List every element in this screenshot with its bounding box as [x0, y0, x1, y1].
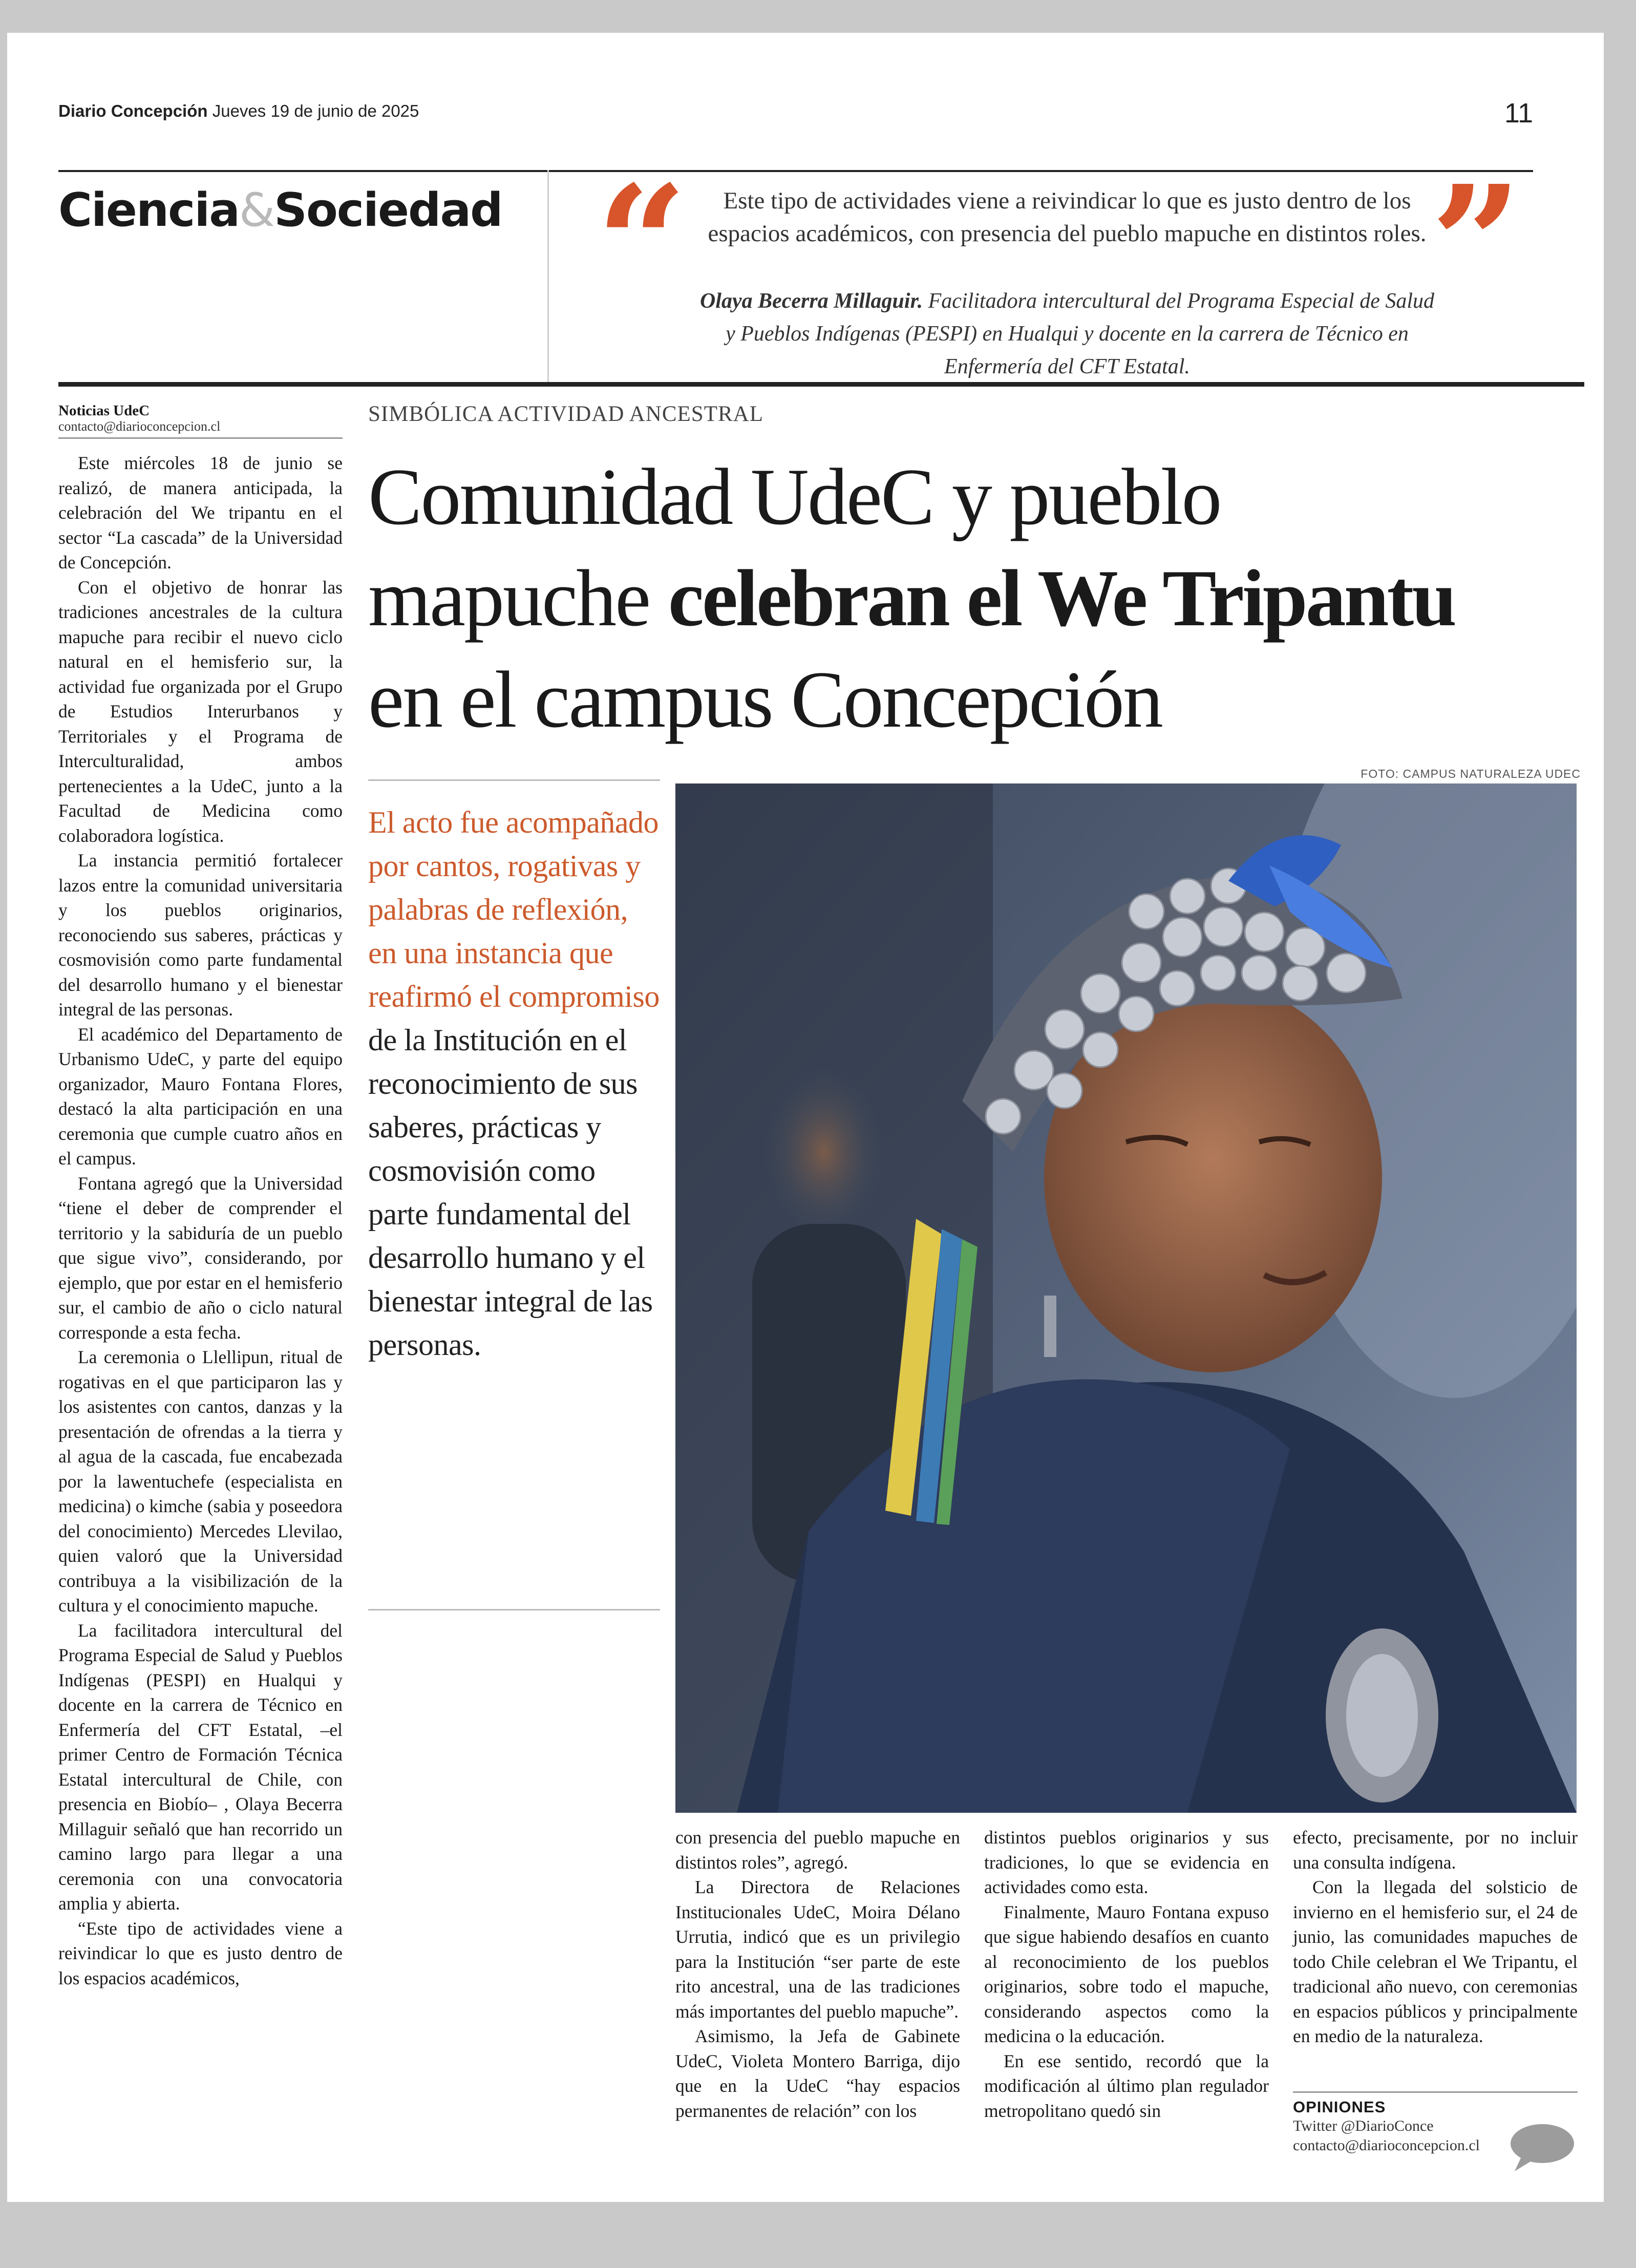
body-column-2: [675, 1825, 960, 2123]
paragraph: El académico del Departamento de Urbanismo UdeC, y parte del equipo organizador, Mauro Fontana Flores, destacó la alta participación en una ceremonia que cumple cuatro años en el campus.: [58, 1024, 343, 1169]
headline-line-1: Comunidad UdeC y pueblo: [368, 452, 1221, 542]
paragraph: La facilitadora intercultural del Programa Especial de Salud y Pueblos Indígenas (PESPI) en Hualqui y docente en la carrera de Técnico en Enfermería del CFT Estatal, –el primer Centro de Formación Técnica Estatal intercultural de Chile, con presencia en Biobío– , Olaya Becerra Millaguir señaló que han recorrido un camino largo para llegar a una ceremonia con una convocatoria amplia y abierta.: [58, 1620, 343, 1914]
headline-line-3: en el campus Concepción: [368, 655, 1162, 745]
pull-quote-role: Facilitadora intercultural del Programa Especial de Salud y Pueblos Indígenas (PESPI) en Hualqui y docente en la carrera de Técnico en Enfermería del CFT Estatal.: [726, 289, 1435, 378]
byline-email: contacto@diarioconcepcion.cl: [58, 419, 221, 434]
headline-line-2-bold: celebran el We Tripantu: [668, 554, 1455, 643]
issue-date: Jueves 19 de junio de 2025: [212, 101, 419, 120]
paragraph: distintos pueblos originarios y sus tradiciones, lo que se evidencia en actividades como esta.: [984, 1827, 1269, 1897]
paper-name: Diario Concepción: [58, 101, 208, 120]
paragraph: La Directora de Relaciones Institucionales UdeC, Moira Délano Urrutia, indicó que es un privilegio para la Institución “ser parte de este rito ancestral, una de las tradiciones más importantes del pueblo mapuche”.: [675, 1877, 960, 2022]
byline: [58, 402, 343, 439]
highlight-rule-top: [368, 779, 660, 781]
paragraph: Con el objetivo de honrar las tradiciones ancestrales de la cultura mapuche para recibir el nuevo ciclo natural en el hemisferio sur, la actividad fue organizada por el Grupo de Estudios Interurbanos y Territoriales y el Programa de Interculturalidad, ambos pertenecientes a la UdeC, junto a la Facultad de Medicina como colaboradora logística.: [58, 577, 343, 846]
opinions-email[interactable]: contacto@diarioconcepcion.cl: [1293, 2137, 1480, 2154]
kicker: SIMBÓLICA ACTIVIDAD ANCESTRAL: [368, 402, 763, 426]
paragraph: La instancia permitió fortalecer lazos entre la comunidad universitaria y los pueblos originarios, reconociendo sus saberes, prácticas y cosmovisión como parte fundamental del desarrollo humano y el bienestar integral de las personas.: [58, 850, 343, 1020]
opinions-twitter[interactable]: Twitter @DiarioConce: [1293, 2117, 1434, 2134]
section-title-part1: Ciencia: [58, 183, 239, 237]
highlight-quote: [368, 801, 660, 1367]
pull-quote-attribution: [693, 285, 1441, 383]
section-title: [58, 183, 502, 237]
page-number: 11: [1504, 98, 1533, 129]
paragraph: “Este tipo de actividades viene a reivindicar lo que es justo dentro de los espacios académicos,: [58, 1918, 343, 1988]
section-title-part2: Sociedad: [274, 183, 502, 237]
close-quote-icon: ”: [1431, 151, 1522, 337]
byline-name: Noticias UdeC: [58, 402, 150, 419]
pull-quote-text: Este tipo de actividades viene a reivindicar lo que es justo dentro de los espacios académicos, con presencia del pueblo mapuche en distintos roles.: [708, 187, 1427, 247]
open-quote-icon: “: [596, 151, 688, 337]
paragraph: Este miércoles 18 de junio se realizó, de manera anticipada, la celebración del We tripantu en el sector “La cascada” de la Universidad de Concepción.: [58, 453, 343, 573]
paragraph: En ese sentido, recordó que la modificación al último plan regulador metropolitano quedó sin: [984, 2050, 1269, 2121]
highlight-black-text: de la Institución en el reconocimiento de sus saberes, prácticas y cosmovisión como parte fundamental del desarrollo humano y el bienestar integral de las personas.: [368, 1023, 653, 1362]
paragraph: La ceremonia o Llellipun, ritual de rogativas en el que participaron las y los asistentes con cantos, danzas y la presentación de ofrendas a la tierra y al agua de la cascada, fue encabezada por la lawentuchefe (especialista en medicina) o kimche (sabia y poseedora del conocimiento) Mercedes Llevilao, quien valoró que la Universidad contribuya a la visibilización de la cultura y el conocimiento mapuche.: [58, 1347, 343, 1616]
paragraph: Finalmente, Mauro Fontana expuso que sigue habiendo desafíos en cuanto al reconocimiento de los pueblos originarios, sobre todo el mapuche, considerando aspectos como la medicina o la educación.: [984, 1901, 1269, 2046]
photo-credit: FOTO: CAMPUS NATURALEZA UDEC: [1361, 767, 1581, 780]
body-column-1: [58, 451, 343, 1990]
photo-illustration: [675, 783, 1577, 1813]
paper-date-line: [58, 101, 419, 121]
speech-bubble-icon: [1507, 2122, 1577, 2173]
newspaper-page: [7, 33, 1604, 2202]
paragraph: Con la llegada del solsticio de invierno en el hemisferio sur, el 24 de junio, las comunidades mapuches de todo Chile celebran el We Tripantu, el tradicional año nuevo, con ceremonias en espacios públicos y principalmente en medio de la naturaleza.: [1293, 1877, 1578, 2046]
body-column-3: [984, 1825, 1269, 2123]
pull-quote-author: Olaya Becerra Millaguir.: [699, 289, 923, 313]
headline: [368, 447, 1604, 751]
highlight-rule-bottom: [368, 1609, 660, 1610]
paragraph: Fontana agregó que la Universidad “tiene el deber de comprender el territorio y la sabiduría de un pueblo que sigue vivo”, considerando, por ejemplo, que por estar en el hemisferio sur, el cambio de año o ciclo natural corresponde a esta fecha.: [58, 1173, 343, 1343]
paragraph: con presencia del pueblo mapuche en distintos roles”, agregó.: [675, 1827, 960, 1873]
opinions-title: OPINIONES: [1293, 2098, 1386, 2116]
section-title-amp: &: [239, 183, 274, 237]
article-photo: [675, 783, 1577, 1813]
paragraph: efecto, precisamente, por no incluir una consulta indígena.: [1293, 1827, 1578, 1873]
masthead: [58, 100, 1533, 172]
body-column-4: [1293, 1825, 1578, 2049]
highlight-orange-text: El acto fue acompañado por cantos, rogativas y palabras de reflexión, en una instancia que reafirmó el compromiso: [368, 806, 660, 1013]
header-divider: [547, 170, 549, 382]
headline-line-2: [368, 548, 1604, 649]
section-header: [58, 151, 1584, 387]
headline-line-2-plain: mapuche: [368, 554, 668, 643]
paragraph: Asimismo, la Jefa de Gabinete UdeC, Violeta Montero Barriga, dijo que en la UdeC “hay espacios permanentes de relación” con los: [675, 2026, 960, 2121]
